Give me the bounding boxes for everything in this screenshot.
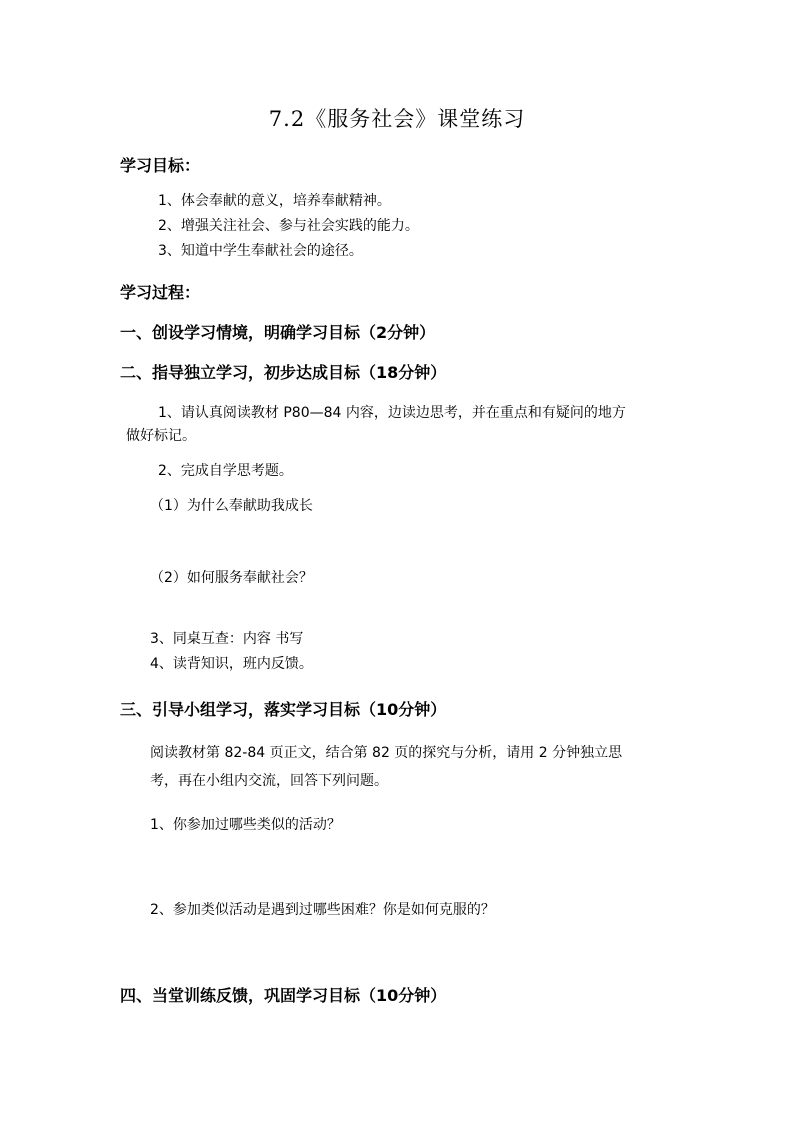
section-3-intro-line-1: 阅读教材第 82-84 页正文，结合第 82 页的探究与分析，请用 2 分钟独立思 xyxy=(150,745,623,761)
section-2-question-2: （2）如何服务奉献社会？ xyxy=(150,570,313,586)
section-2-item-3: 3、同桌互查：内容 书写 xyxy=(150,631,304,647)
document-title: 7.2《服务社会》课堂练习 xyxy=(268,107,526,131)
section-3-question-2: 2、参加类似活动是遇到过哪些困难？你是如何克服的？ xyxy=(150,902,495,918)
section-3-heading: 三、引导小组学习，落实学习目标（10分钟） xyxy=(120,700,447,719)
goal-item-1: 1、体会奉献的意义，培养奉献精神。 xyxy=(158,193,391,209)
section-2-item-1-line-1: 1、请认真阅读教材 P80—84 内容，边读边思考，并在重点和有疑问的地方 xyxy=(158,405,626,421)
goal-item-3: 3、知道中学生奉献社会的途径。 xyxy=(158,243,363,259)
section-2-question-1: （1）为什么奉献助我成长 xyxy=(150,498,313,514)
section-3-question-1: 1、你参加过哪些类似的活动？ xyxy=(150,817,341,833)
section-2-item-4: 4、读背知识，班内反馈。 xyxy=(150,656,313,672)
goals-heading: 学习目标： xyxy=(120,156,201,175)
section-3-intro-line-2: 考，再在小组内交流，回答下列问题。 xyxy=(150,773,388,789)
section-1-heading: 一、创设学习情境，明确学习目标（2分钟） xyxy=(120,323,436,342)
section-2-heading: 二、指导独立学习，初步达成目标（18分钟） xyxy=(120,363,447,382)
goal-item-2: 2、增强关注社会、参与社会实践的能力。 xyxy=(158,218,419,234)
process-heading: 学习过程： xyxy=(120,283,201,302)
section-2-item-1-line-2: 做好标记。 xyxy=(126,428,196,444)
section-2-item-2: 2、完成自学思考题。 xyxy=(158,463,293,479)
section-4-heading: 四、当堂训练反馈，巩固学习目标（10分钟） xyxy=(120,986,447,1005)
